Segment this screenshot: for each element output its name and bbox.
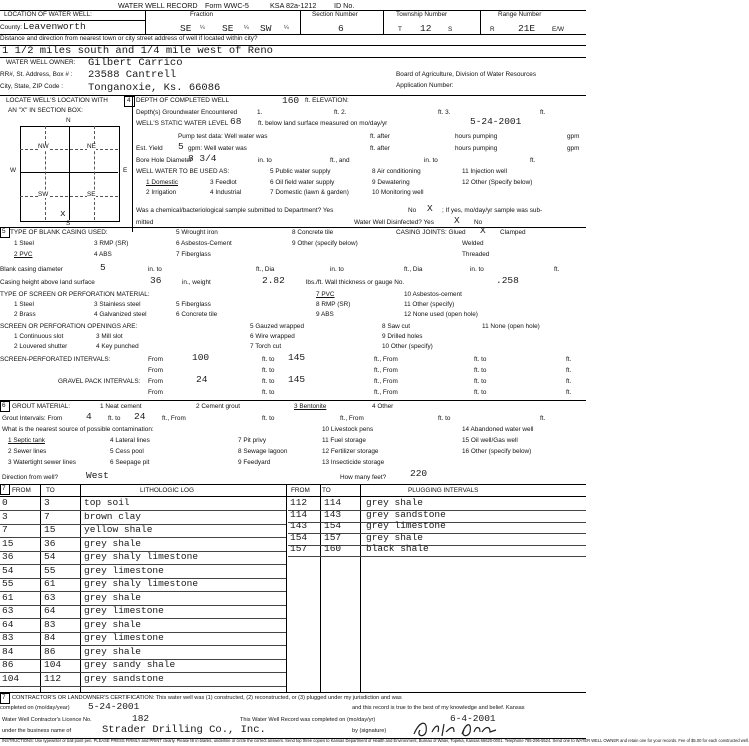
height-in: in., weight	[182, 279, 211, 286]
log-cell-from: 84	[2, 645, 14, 657]
joints-clamped: Clamped	[500, 229, 526, 236]
static-level-date: 5-24-2001	[470, 116, 522, 127]
opening-wire[interactable]: 6 Wire wrapped	[250, 333, 295, 340]
yield-hours: hours pumping	[455, 145, 498, 152]
casing-label: TYPE OF BLANK CASING USED:	[10, 229, 108, 236]
log-cell-from: 86	[2, 659, 14, 670]
pump-after: ft. after	[370, 133, 390, 140]
signature-image	[410, 718, 500, 740]
use-dewatering[interactable]: 9 Dewatering	[372, 179, 410, 186]
contam-oilwell[interactable]: 15 Oil well/Gas well	[462, 437, 518, 444]
yield-label: Est. Yield	[136, 145, 163, 152]
casing-steel[interactable]: 1 Steel	[14, 240, 34, 247]
log-cell-desc: top soil	[84, 497, 130, 508]
contam-fertilizer[interactable]: 12 Fertilizer storage	[322, 448, 379, 455]
log-cell-from: 154	[290, 531, 308, 543]
static-level-label: WELL'S STATIC WATER LEVEL	[136, 120, 229, 127]
use-oil[interactable]: 6 Oil field water supply	[270, 179, 335, 186]
contam-feedyard[interactable]: 9 Feedyard	[238, 459, 271, 466]
grout-from-value: 4	[86, 411, 92, 422]
direction-label: Direction from well?	[2, 474, 59, 481]
log-cell-desc: grey limestone	[366, 520, 446, 531]
disinfected-no: No	[474, 219, 483, 226]
contam-abandoned[interactable]: 14 Abandoned water well	[462, 426, 534, 433]
direction-value: West	[86, 470, 109, 481]
log-cell-to: 7	[44, 510, 50, 522]
gravel-intervals-label: GRAVEL PACK INTERVALS:	[58, 378, 141, 385]
chem-x: X	[427, 203, 433, 214]
application-number-label: Application Number:	[396, 82, 454, 89]
openings-label: SCREEN OR PERFORATION OPENINGS ARE:	[0, 323, 138, 330]
gw-end: ft.	[540, 109, 546, 116]
log-cell-from: 15	[2, 537, 14, 549]
perf2-from: From	[148, 367, 163, 374]
log2-to-header: TO	[322, 487, 331, 494]
well-location-x: x	[60, 208, 66, 219]
contam-septic[interactable]: 1 Septic tank	[8, 437, 45, 444]
bore-in: in. to	[258, 157, 272, 164]
range-r: R	[490, 26, 495, 33]
log-cell-to: 157	[324, 531, 342, 543]
contam-fuel[interactable]: 11 Fuel storage	[322, 437, 366, 444]
gravel-ft: ft.	[566, 378, 572, 385]
log-cell-from: 61	[2, 591, 14, 603]
log-cell-from: 112	[290, 497, 308, 508]
grout-ft-to3: ft. to	[438, 415, 451, 422]
fraction-label: Fraction	[190, 11, 214, 18]
log-cell-desc: grey shale	[84, 618, 142, 630]
grout-intervals-label: Grout Intervals: From	[2, 415, 63, 422]
grout-neat[interactable]: 1 Neat cement	[100, 403, 142, 410]
screen-asbestos[interactable]: 10 Asbestos-cement	[404, 291, 462, 298]
gravel-from-value: 24	[196, 374, 208, 385]
locate-subtitle: AN "X" IN SECTION BOX:	[8, 107, 83, 114]
log-cell-from: 143	[290, 520, 308, 531]
distance-value: 1 1/2 miles south and 1/4 mile west of Reno	[2, 45, 273, 57]
quadrant-nw: NW	[38, 143, 49, 150]
gw-1: 1.	[257, 109, 263, 116]
casing-height-value: 36	[150, 275, 162, 286]
plugging-intervals-header: PLUGGING INTERVALS	[408, 487, 479, 494]
gravel2-ft-from: ft., From	[374, 389, 398, 396]
completed-label: completed on (mo/day/year)	[0, 705, 70, 711]
board-label: Board of Agriculture, Division of Water Resources	[396, 71, 537, 78]
casing-wrought[interactable]: 5 Wrought iron	[176, 229, 218, 236]
lithologic-log-header: LITHOLOGIC LOG	[140, 487, 194, 494]
log-cell-from: 64	[2, 618, 14, 630]
log-cell-to: 63	[44, 591, 56, 603]
log-cell-from: 157	[290, 543, 308, 554]
quarter-2: SE	[222, 23, 234, 34]
section-num-6: 6	[0, 401, 10, 412]
chem-no: No	[408, 207, 417, 214]
disinfected-label: Water Well Disinfected? Yes	[354, 219, 434, 226]
pump-test-label: Pump test data: Well water was	[178, 133, 268, 140]
contam-lateral[interactable]: 4 Lateral lines	[110, 437, 150, 444]
opening-louvered[interactable]: 2 Louvered shutter	[14, 343, 68, 350]
grout-to-value: 24	[134, 411, 146, 422]
opening-gauzed[interactable]: 5 Gauzed wrapped	[250, 323, 305, 330]
use-label: WELL WATER TO BE USED AS:	[136, 168, 230, 175]
owner-city: Tonganoxie, Ks. 66086	[88, 82, 221, 94]
cert-line2: and this record is true to the best of my knowledge and belief. Kansas	[352, 705, 525, 711]
joints-glued-x: X	[480, 225, 486, 236]
south-label: S	[66, 220, 71, 227]
log-from-header: FROM	[12, 487, 31, 494]
opening-key[interactable]: 4 Key punched	[96, 343, 139, 350]
log-cell-to: 86	[44, 645, 56, 657]
log-cell-desc: grey sandy shale	[84, 659, 176, 670]
contam-other[interactable]: 16 Other (specify below)	[462, 448, 532, 455]
elevation-label: ft. ELEVATION:	[305, 97, 349, 104]
signature-label: by (signature)	[352, 728, 387, 734]
perf-from-value: 100	[192, 352, 210, 363]
contamination-label: What is the nearest source of possible contamination:	[2, 426, 154, 433]
west-label: W	[10, 167, 17, 174]
gravel2-ft: ft.	[566, 389, 572, 396]
log-cell-desc: grey limestone	[84, 564, 164, 576]
log-cell-from: 0	[2, 497, 8, 508]
chem-mitted: mitted	[136, 219, 154, 226]
section-num-4: 4	[124, 96, 135, 107]
bore-in2: in. to	[424, 157, 438, 164]
business-label: under the business name of	[2, 728, 72, 734]
screen-brass[interactable]: 2 Brass	[14, 311, 36, 318]
casing-rmp[interactable]: 3 RMP (SR)	[94, 240, 129, 247]
gw-3: ft. 3.	[438, 109, 451, 116]
section-grid	[20, 126, 120, 222]
log-cell-desc: grey shale	[366, 497, 424, 508]
contam-privy[interactable]: 7 Pit privy	[238, 437, 267, 444]
opening-other[interactable]: 10 Other (specify)	[382, 343, 433, 350]
distance-label: Distance and direction from nearest town or city street address of well if located within city?	[0, 35, 258, 42]
bore-ft2: ft.	[530, 157, 536, 164]
grout-ft-from: ft., From	[162, 415, 186, 422]
yield-gpm: gpm: Well water was	[188, 145, 247, 152]
range-number-label: Range Number	[498, 11, 542, 18]
opening-mill[interactable]: 3 Mill slot	[96, 333, 123, 340]
owner-label: WATER WELL OWNER:	[6, 59, 76, 66]
pump-gpm: gpm	[567, 133, 580, 140]
log-cell-to: 84	[44, 632, 56, 643]
log2-from-header: FROM	[291, 487, 310, 494]
perf-ft-from: ft., From	[374, 356, 398, 363]
section-number-label: Section Number	[312, 11, 358, 18]
grout-ft: ft.	[540, 415, 546, 422]
use-public[interactable]: 5 Public water supply	[270, 168, 331, 175]
record-date: 6-4-2001	[450, 713, 496, 724]
form-title: WATER WELL RECORD	[118, 1, 198, 10]
gravel2-ft-end: ft. to	[474, 389, 487, 396]
section-value: 6	[338, 23, 344, 34]
casing-fiberglass[interactable]: 7 Fiberglass	[176, 251, 211, 258]
log-cell-from: 7	[2, 524, 8, 535]
instructions: INSTRUCTIONS: Use typewriter or ball point pen. PLEASE PRESS FIRMLY and PRINT clearly. Please fill in blanks, underline or circle the correct answers. Send top three copies to Kansas Department of Health and Environment, Bureau of Water, Topeka, Kansas 66620-0001. Telephone 785-296-5524. Send one to WATER WELL OWNER and retain one for your records. Fee of $5.00 for each constructed well.	[2, 738, 749, 743]
township-value: 12	[420, 23, 432, 34]
contam-lagoon[interactable]: 8 Sewage lagoon	[238, 448, 288, 455]
contam-watertight[interactable]: 3 Watertight sewer lines	[8, 459, 76, 466]
quarter-3: SW	[260, 23, 272, 34]
use-industrial[interactable]: 4 Industrial	[210, 189, 242, 196]
license-value: 182	[132, 713, 150, 724]
perf2-ft-end: ft. to	[474, 367, 487, 374]
city-label: City, State, ZIP Code :	[0, 83, 63, 90]
location-label: LOCATION OF WATER WELL:	[4, 11, 92, 18]
grout-other[interactable]: 4 Other	[372, 403, 394, 410]
log-cell-to: 104	[44, 659, 62, 670]
use-feedlot[interactable]: 3 Feedlot	[210, 179, 237, 186]
diam-in2: in. to	[330, 266, 344, 273]
static-level-value: 68	[230, 116, 242, 127]
log-cell-to: 143	[324, 508, 342, 520]
perf2-ft-to: ft. to	[262, 367, 275, 374]
use-irrigation[interactable]: 2 Irrigation	[146, 189, 177, 196]
log-cell-to: 36	[44, 537, 56, 549]
screen-fiberglass[interactable]: 5 Fiberglass	[176, 301, 211, 308]
use-lawn[interactable]: 7 Domestic (lawn & garden)	[270, 189, 349, 196]
howmany-label: How many feet?	[340, 474, 387, 481]
log-cell-desc: grey limestone	[84, 632, 164, 643]
bore-value: 8 3/4	[188, 153, 217, 164]
casing-abs[interactable]: 4 ABS	[94, 251, 112, 258]
log-cell-desc: grey limestone	[84, 605, 164, 616]
contam-insecticide[interactable]: 13 Insecticide storage	[322, 459, 385, 466]
log-cell-from: 104	[2, 672, 20, 684]
screen-galvanized[interactable]: 4 Galvanized steel	[94, 311, 147, 318]
owner-name: Gilbert Carrico	[88, 57, 183, 69]
log-cell-to: 112	[44, 672, 62, 684]
perf2-ft-from: ft., From	[374, 367, 398, 374]
opening-torch[interactable]: 7 Torch cut	[250, 343, 282, 350]
opening-continuous[interactable]: 1 Continuous slot	[14, 333, 64, 340]
quarter-sym-1: ¼	[200, 25, 205, 31]
quadrant-se: SE	[87, 191, 96, 198]
opening-drilled[interactable]: 9 Drilled holes	[382, 333, 423, 340]
log-cell-desc: grey shale	[84, 537, 142, 549]
casing-weight-value: 2.82	[262, 275, 285, 286]
joints-threaded: Threaded	[462, 251, 490, 258]
section-num-5: 5	[0, 227, 10, 238]
casing-diameter-label: Blank casing diameter	[0, 266, 63, 273]
range-ew: E/W	[552, 26, 565, 33]
log-cell-to: 61	[44, 578, 56, 589]
perf-from-label: From	[148, 356, 163, 363]
east-label: E	[123, 167, 128, 174]
locate-label: LOCATE WELL'S LOCATION WITH	[6, 97, 108, 104]
perf-intervals-label: SCREEN-PERFORATED INTERVALS:	[0, 356, 111, 363]
groundwater-label: Depth(s) Groundwater Encountered	[136, 109, 238, 116]
contam-livestock[interactable]: 10 Livestock pens	[322, 426, 374, 433]
gravel-to-value: 145	[288, 374, 306, 385]
address-label: RR#, St. Address, Box # :	[0, 71, 73, 78]
log-cell-to: 83	[44, 618, 56, 630]
chem-rest: ; If yes, mo/day/yr sample was sub-	[442, 207, 543, 214]
gravel2-ft-to: ft. to	[262, 389, 275, 396]
use-other[interactable]: 12 Other (Specify below)	[462, 179, 533, 186]
perf-to-value: 145	[288, 352, 306, 363]
depth-value: 160	[282, 95, 300, 106]
use-monitoring[interactable]: 10 Monitoring well	[372, 189, 424, 196]
grout-ft-to: ft. to	[108, 415, 121, 422]
quarter-sym-2: ¼	[244, 25, 249, 31]
range-value: 21E	[518, 23, 536, 34]
log-cell-from: 3	[2, 510, 8, 522]
yield-gpm-end: gpm	[567, 145, 580, 152]
perf-ft: ft.	[566, 356, 572, 363]
log-cell-desc: grey sandstone	[84, 672, 164, 684]
log-cell-desc: grey shale	[84, 591, 142, 603]
log-cell-from: 36	[2, 551, 14, 562]
gw-2: ft. 2.	[334, 109, 347, 116]
opening-none[interactable]: 11 None (open hole)	[482, 323, 540, 330]
log-cell-desc: grey sandstone	[366, 508, 446, 520]
log-cell-from: 54	[2, 564, 14, 576]
bore-label: Bore Hole Diameter	[136, 157, 193, 164]
perf-ft-end: ft. to	[474, 356, 487, 363]
log-cell-desc: grey shale	[84, 645, 142, 657]
casing-concrete[interactable]: 8 Concrete tile	[292, 229, 334, 236]
log-cell-to: 55	[44, 564, 56, 576]
diam-in3: in. to	[470, 266, 484, 273]
contam-cess[interactable]: 5 Cess pool	[110, 448, 144, 455]
perf-ft-to: ft. to	[262, 356, 275, 363]
log-cell-to: 64	[44, 605, 56, 616]
screen-steel[interactable]: 1 Steel	[14, 301, 34, 308]
log-cell-desc: grey shaly limestone	[84, 551, 199, 562]
log-cell-to: 3	[44, 497, 50, 508]
contam-sewer[interactable]: 2 Sewer lines	[8, 448, 47, 455]
contam-seepage[interactable]: 6 Seepage pit	[110, 459, 150, 466]
grout-label: GROUT MATERIAL:	[12, 403, 70, 410]
log-cell-desc: grey shaly limestone	[84, 578, 199, 589]
log-cell-from: 114	[290, 508, 308, 520]
section-num-cert: 7	[0, 693, 10, 704]
use-air[interactable]: 8 Air conditioning	[372, 168, 421, 175]
form-number: Form WWC-5	[205, 1, 249, 10]
log-cell-desc: grey shale	[366, 531, 424, 543]
howmany-value: 220	[410, 468, 428, 479]
statute: KSA 82a-1212	[270, 1, 317, 10]
township-number-label: Township Number	[396, 11, 448, 18]
yield-after: ft. after	[370, 145, 390, 152]
north-label: N	[66, 117, 71, 124]
gravel-from-label: From	[148, 378, 163, 385]
log-cell-from: 63	[2, 605, 14, 616]
id-label: ID No.	[334, 1, 355, 10]
business-name: Strader Drilling Co., Inc.	[102, 724, 266, 736]
static-level-rest: ft. below land surface measured on mo/day/yr	[258, 120, 388, 127]
depth-label: DEPTH OF COMPLETED WELL	[136, 97, 230, 104]
diam-in: in. to	[148, 266, 162, 273]
log-cell-desc: yellow shale	[84, 524, 153, 535]
quadrant-sw: SW	[38, 191, 49, 198]
township-t: T	[398, 26, 402, 33]
casing-other[interactable]: 9 Other (specify below)	[292, 240, 358, 247]
screen-other[interactable]: 11 Other (specify)	[404, 301, 455, 308]
grout-ft-from2: ft., From	[340, 415, 364, 422]
screen-label: TYPE OF SCREEN OR PERFORATION MATERIAL:	[0, 291, 150, 298]
chem-question: Was a chemical/bacteriological sample submitted to Department? Yes	[136, 207, 334, 214]
completed-date: 5-24-2001	[88, 701, 140, 712]
bore-ft: ft., and	[330, 157, 350, 164]
use-injection[interactable]: 11 Injection well	[462, 168, 507, 175]
use-domestic[interactable]: 1 Domestic	[146, 179, 178, 186]
casing-diameter-value: 5	[100, 262, 106, 273]
log-cell-desc: black shale	[366, 543, 429, 554]
diam-ft3: ft.	[554, 266, 560, 273]
weight-unit: lbs./ft. Wall thickness or gauge No.	[306, 279, 405, 286]
perf2-ft: ft.	[566, 367, 572, 374]
screen-pvc[interactable]: 7 PVC	[316, 291, 335, 298]
casing-joints-label: CASING JOINTS: Glued	[396, 229, 466, 236]
quadrant-ne: NE	[87, 143, 96, 150]
gravel-ft-end: ft. to	[474, 378, 487, 385]
log-cell-from: 55	[2, 578, 14, 589]
joints-welded: Welded	[462, 240, 484, 247]
quarter-1: SE	[180, 23, 192, 34]
grout-ft-to2: ft. to	[262, 415, 275, 422]
county-value: Leavenworth	[23, 21, 86, 32]
log-cell-desc: brown clay	[84, 510, 142, 522]
casing-asbestos[interactable]: 6 Asbestos-Cement	[176, 240, 232, 247]
section-num-7: 7	[0, 484, 10, 495]
quarter-sym-3: ¼	[284, 25, 289, 31]
log-cell-to: 160	[324, 543, 342, 554]
diam-ft2: ft., Dia	[404, 266, 423, 273]
gravel-ft-to: ft. to	[262, 378, 275, 385]
log-cell-to: 154	[324, 520, 342, 531]
gravel-ft-from: ft., From	[374, 378, 398, 385]
log-cell-to: 54	[44, 551, 56, 562]
grout-cement[interactable]: 2 Cement grout	[196, 403, 241, 410]
screen-abs[interactable]: 9 ABS	[316, 311, 334, 318]
diam-ft: ft., Dia	[256, 266, 275, 273]
screen-rmp[interactable]: 8 RMP (SR)	[316, 301, 351, 308]
casing-height-label: Casing height above land surface	[0, 279, 95, 286]
casing-gauge-value: .258	[496, 275, 519, 286]
screen-stainless[interactable]: 3 Stainless steel	[94, 301, 141, 308]
owner-address: 23588 Cantrell	[88, 69, 177, 81]
log-cell-from: 83	[2, 632, 14, 643]
license-label: Water Well Contractor's Licence No.	[2, 717, 92, 723]
township-s: S	[448, 26, 453, 33]
county-label: County:	[0, 24, 23, 31]
screen-concrete[interactable]: 6 Concrete tile	[176, 311, 218, 318]
disinfected-x: X	[454, 215, 460, 226]
screen-none[interactable]: 12 None used (open hole)	[404, 311, 478, 318]
record-label: This Water Well Record was completed on (mo/day/yr)	[240, 717, 376, 723]
opening-saw[interactable]: 8 Saw cut	[382, 323, 411, 330]
cert-line1: CONTRACTOR'S OR LANDOWNER'S CERTIFICATION: This water well was (1) constructed, (2) reconstructed, or (3) plugged under my jurisdiction and was	[12, 695, 402, 701]
gravel2-from: From	[148, 389, 163, 396]
log-to-header: TO	[46, 487, 55, 494]
grout-bentonite[interactable]: 3 Bentonite	[294, 403, 327, 410]
casing-pvc[interactable]: 2 PVC	[14, 251, 33, 258]
yield-value: 5	[178, 141, 184, 152]
pump-hours: hours pumping	[455, 133, 498, 140]
log-cell-to: 114	[324, 497, 342, 508]
log-cell-to: 15	[44, 524, 56, 535]
